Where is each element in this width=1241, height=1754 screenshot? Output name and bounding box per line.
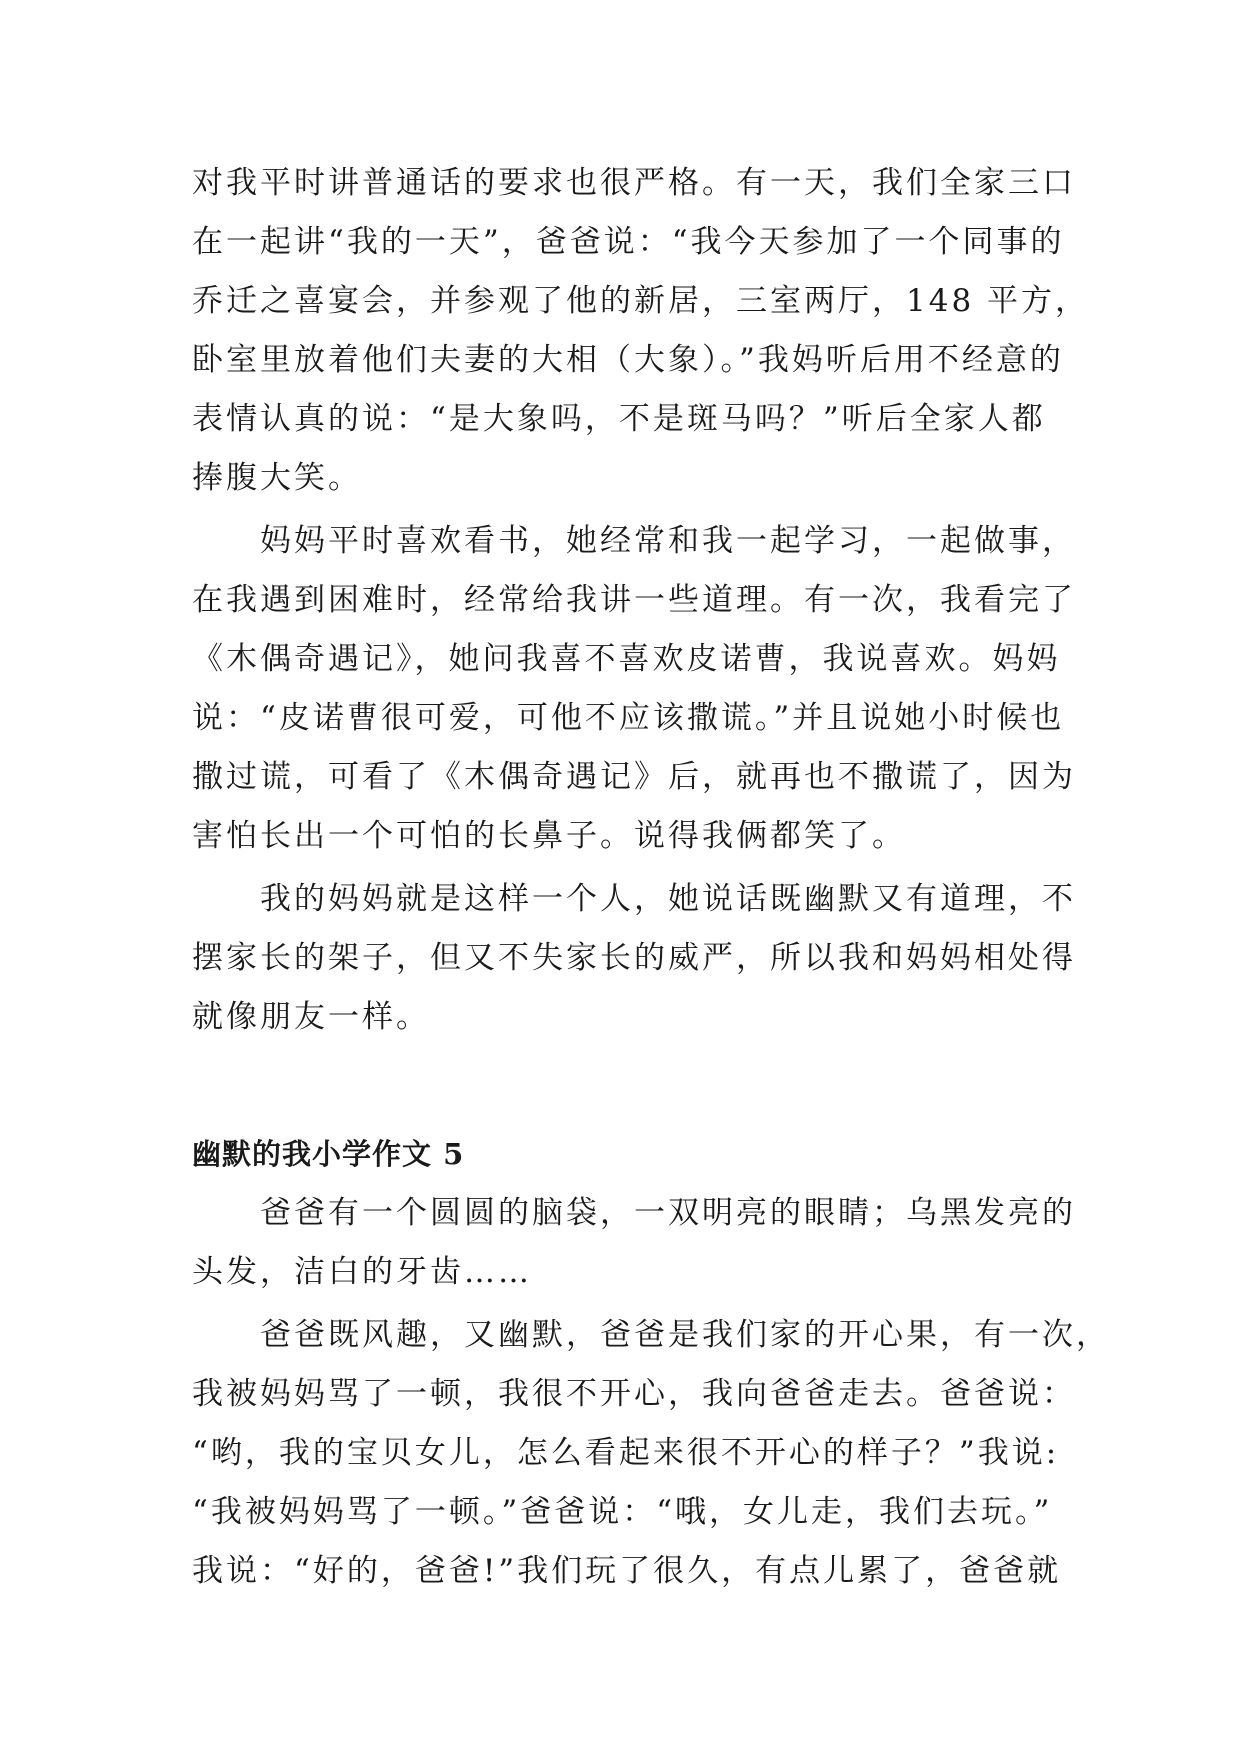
- text-line: 在我遇到困难时，经常给我讲一些道理。有一次，我看完了: [192, 582, 1076, 618]
- text-line: “哟，我的宝贝女儿，怎么看起来很不开心的样子？”我说:: [192, 1435, 1060, 1471]
- paragraph-1: [192, 154, 1090, 508]
- text-line: 说：“皮诺曹很可爱，可他不应该撒谎。”并且说她小时候也: [192, 700, 1065, 736]
- text-line: 表情认真的说：“是大象吗，不是斑马吗？”听后全家人都: [192, 401, 1046, 437]
- section-spacer: [192, 1047, 1062, 1125]
- text-line: 《木偶奇遇记》，她问我喜不喜欢皮诺曹，我说喜欢。妈妈: [192, 641, 1061, 677]
- text-line: “我被妈妈骂了一顿。”爸爸说：“哦，女儿走，我们去玩。”: [192, 1494, 1053, 1530]
- text-line: 捧腹大笑。: [192, 460, 362, 496]
- text-line: 就像朋友一样。: [192, 999, 430, 1035]
- text-line: 乔迁之喜宴会，并参观了他的新居，三室两厅，148 平方，: [192, 283, 1090, 319]
- text-line: 妈妈平时喜欢看书，她经常和我一起学习，一起做事，: [192, 523, 1076, 559]
- text-line: 我被妈妈骂了一顿，我很不开心，我向爸爸走去。爸爸说：: [192, 1376, 1076, 1412]
- paragraph-5: [192, 1306, 1110, 1601]
- text-line: 我的妈妈就是这样一个人，她说话既幽默又有道理，不: [192, 881, 1076, 917]
- text-line: 对我平时讲普通话的要求也很严格。有一天，我们全家三口: [192, 165, 1076, 201]
- paragraph-2: [192, 512, 1076, 866]
- text-line: 摆家长的架子，但又不失家长的威严，所以我和妈妈相处得: [192, 940, 1076, 976]
- section-heading: 幽默的我小学作文 5: [192, 1137, 465, 1171]
- text-line: 爸爸既风趣，又幽默，爸爸是我们家的开心果，有一次，: [192, 1317, 1110, 1353]
- text-line: 我说：“好的，爸爸!”我们玩了很久，有点儿累了，爸爸就: [192, 1553, 1062, 1589]
- text-line: 头发，洁白的牙齿……: [192, 1254, 532, 1290]
- paragraph-3: [192, 870, 1076, 1047]
- text-line: 害怕长出一个可怕的长鼻子。说得我俩都笑了。: [192, 818, 906, 854]
- paragraph-4: [192, 1184, 1076, 1302]
- text-line: 卧室里放着他们夫妻的大相（大象）。”我妈听后用不经意的: [192, 342, 1064, 378]
- text-line: 在一起讲“我的一天”，爸爸说：“我今天参加了一个同事的: [192, 224, 1065, 260]
- document-body: [192, 154, 1110, 1601]
- text-line: 爸爸有一个圆圆的脑袋，一双明亮的眼睛；乌黑发亮的: [192, 1195, 1076, 1231]
- text-line: 撒过谎，可看了《木偶奇遇记》后，就再也不撒谎了，因为: [192, 759, 1076, 795]
